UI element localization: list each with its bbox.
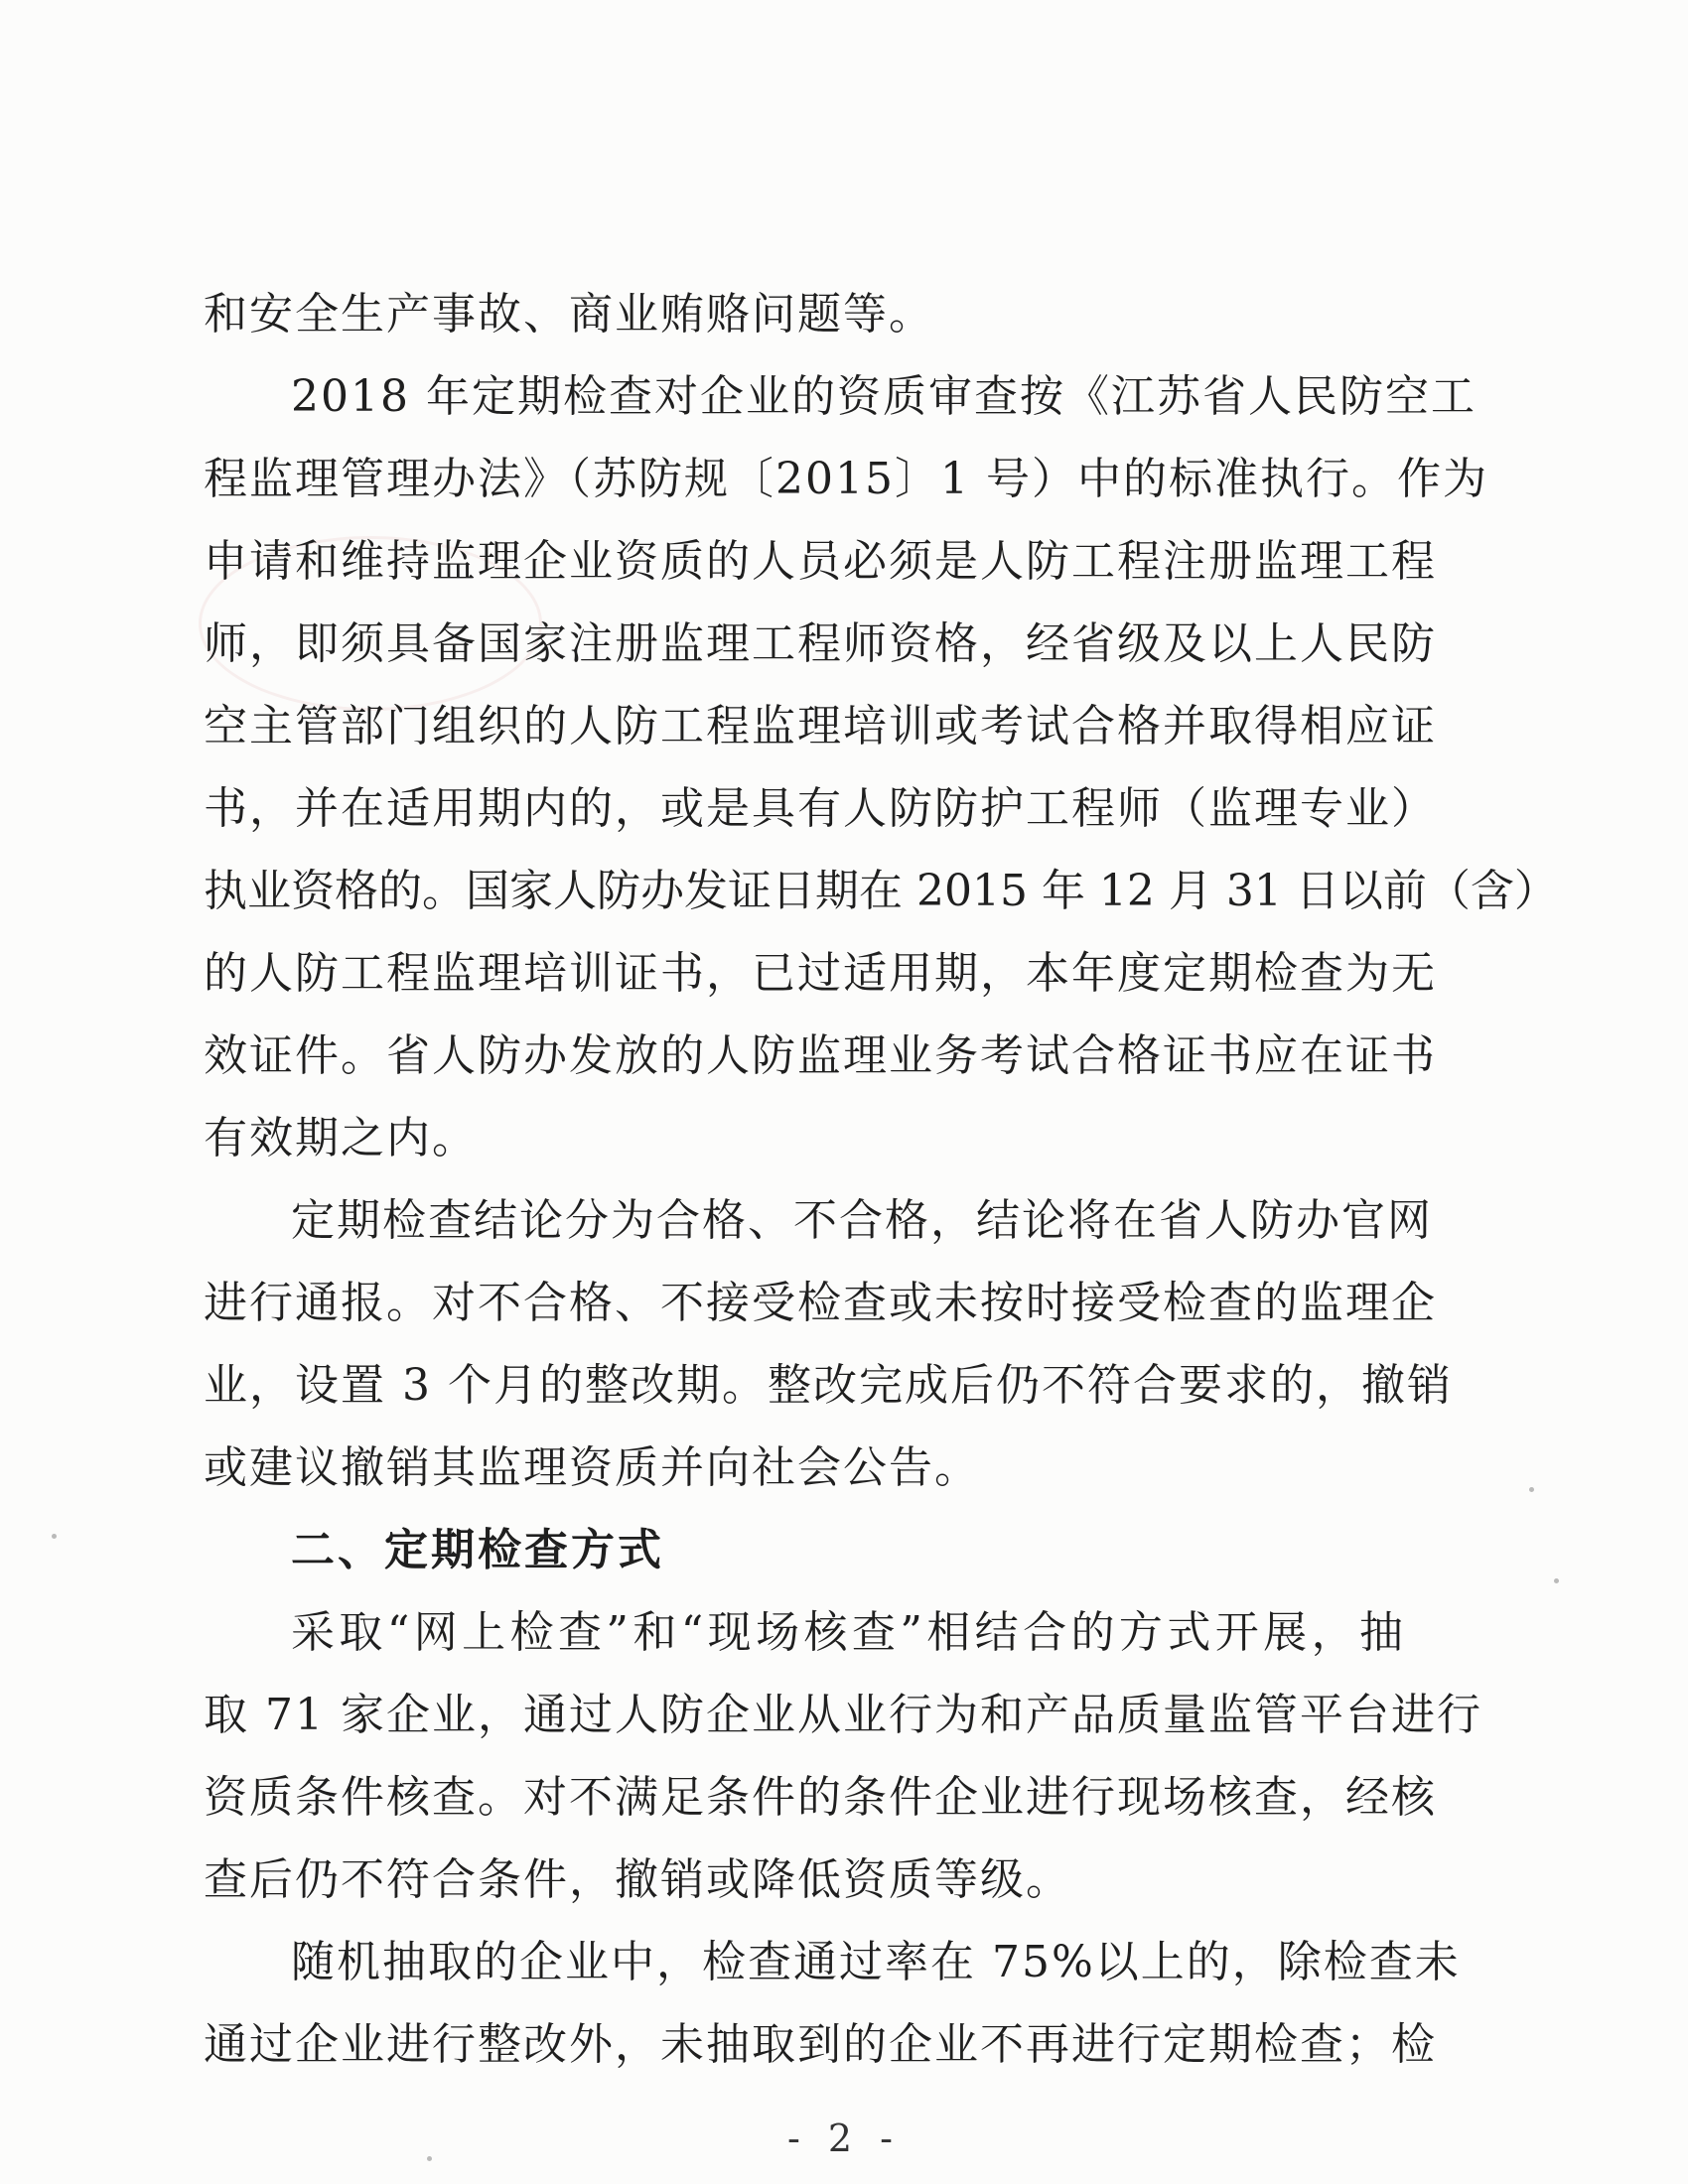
body-line: 或建议撤销其监理资质并向社会公告。 bbox=[204, 1442, 980, 1493]
body-line: 书，并在适用期内的，或是具有人防防护工程师（监理专业） bbox=[204, 783, 1437, 834]
section-heading: 二、定期检查方式 bbox=[291, 1525, 664, 1575]
page-number: - 2 - bbox=[786, 2116, 901, 2160]
body-line: 2018 年定期检查对企业的资质审查按《江苏省人民防空工 bbox=[291, 371, 1477, 422]
body-line: 程监理管理办法》（苏防规〔2015〕1 号）中的标准执行。作为 bbox=[204, 454, 1488, 504]
body-line: 空主管部门组织的人防工程监理培训或考试合格并取得相应证 bbox=[204, 701, 1437, 751]
body-line: 师，即须具备国家注册监理工程师资格，经省级及以上人民防 bbox=[204, 618, 1437, 669]
body-line: 的人防工程监理培训证书，已过适用期，本年度定期检查为无 bbox=[204, 948, 1437, 999]
body-line: 随机抽取的企业中，检查通过率在 75%以上的，除检查未 bbox=[291, 1937, 1461, 1987]
body-line: 定期检查结论分为合格、不合格，结论将在省人防办官网 bbox=[291, 1195, 1433, 1246]
scan-speck bbox=[52, 1534, 57, 1539]
body-line: 申请和维持监理企业资质的人员必须是人防工程注册监理工程 bbox=[204, 536, 1437, 587]
body-line: 有效期之内。 bbox=[204, 1113, 478, 1163]
body-line: 通过企业进行整改外，未抽取到的企业不再进行定期检查；检 bbox=[204, 2019, 1437, 2070]
scan-speck bbox=[1554, 1578, 1559, 1583]
body-line: 效证件。省人防办发放的人防监理业务考试合格证书应在证书 bbox=[204, 1030, 1437, 1081]
body-line: 进行通报。对不合格、不接受检查或未按时接受检查的监理企 bbox=[204, 1278, 1437, 1328]
body-line: 采取“网上检查”和“现场核查”相结合的方式开展，抽 bbox=[291, 1607, 1405, 1658]
body-line: 执业资格的。国家人防办发证日期在 2015 年 12 月 31 日以前（含） bbox=[204, 866, 1558, 916]
body-line: 和安全生产事故、商业贿赂问题等。 bbox=[204, 289, 934, 340]
body-line: 资质条件核查。对不满足条件的条件企业进行现场核查，经核 bbox=[204, 1772, 1437, 1823]
document-body bbox=[204, 273, 1558, 2086]
body-line: 业，设置 3 个月的整改期。整改完成后仍不符合要求的，撤销 bbox=[204, 1360, 1453, 1411]
body-line: 取 71 家企业，通过人防企业从业行为和产品质量监管平台进行 bbox=[204, 1690, 1482, 1740]
body-line: 查后仍不符合条件，撤销或降低资质等级。 bbox=[204, 1854, 1071, 1905]
scan-speck bbox=[1529, 1487, 1534, 1492]
